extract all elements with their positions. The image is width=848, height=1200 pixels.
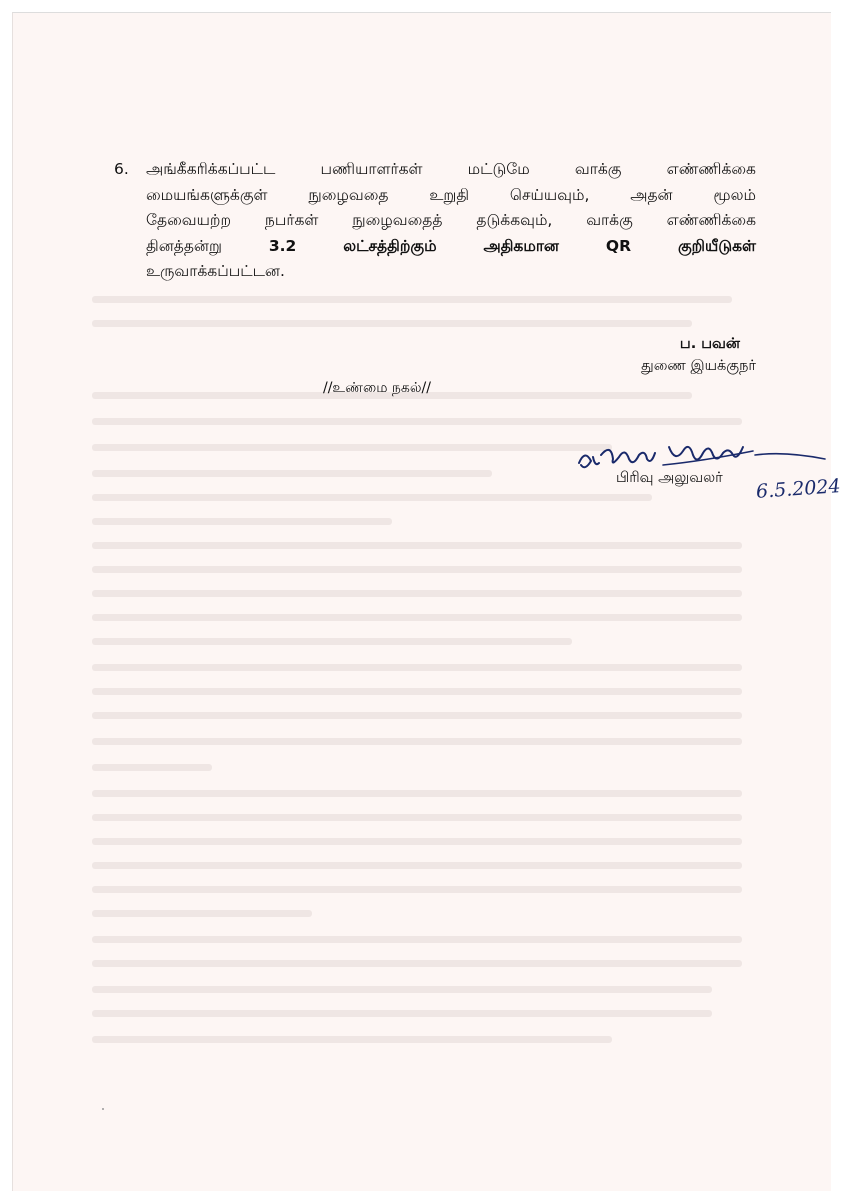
bold-word: QR: [605, 236, 632, 255]
paragraph-line-4: [146, 234, 756, 260]
word: நபர்கள்: [264, 211, 319, 229]
page-speck: [102, 1108, 104, 1110]
word: எண்ணிக்கை: [666, 211, 756, 229]
word: அதன்: [630, 185, 673, 204]
handwritten-date: 6.5.2024: [755, 475, 842, 503]
word: செய்யவும்,: [509, 185, 590, 204]
paragraph-line-5: [146, 259, 756, 285]
signatory-designation: துணை இயக்குநர்: [641, 358, 756, 374]
word: வாக்கு: [586, 211, 633, 229]
word: தடுக்கவும்,: [476, 211, 553, 229]
word: தேவையற்ற: [146, 211, 231, 229]
bold-word: குறியீடுகள்: [677, 236, 756, 255]
word: மூலம்: [713, 185, 756, 204]
word: பணியாளர்கள்: [320, 160, 423, 178]
numbered-paragraph: [114, 157, 756, 285]
word: மையங்களுக்குள்: [146, 185, 268, 204]
word: தினத்தன்று: [146, 236, 222, 255]
item-number: 6.: [114, 160, 129, 178]
word: உறுதி: [429, 185, 470, 204]
word: மட்டுமே: [467, 160, 530, 178]
word: நுழைவதைத்: [352, 211, 443, 229]
word: எண்ணிக்கை: [666, 160, 756, 178]
word: அங்கீகரிக்கப்பட்ட: [146, 160, 276, 178]
bold-word: லட்சத்திற்கும்: [343, 236, 437, 255]
bold-word: அதிகமான: [483, 236, 559, 255]
paragraph-line-2: [146, 183, 756, 209]
bold-figure: 3.2: [268, 236, 297, 255]
word: நுழைவதை: [308, 185, 389, 204]
attesting-officer-designation: பிரிவு அலுவலர்: [616, 470, 723, 486]
signatory-name: ப. பவன்: [679, 336, 740, 352]
word: வாக்கு: [574, 160, 622, 178]
paragraph-line-1: [146, 157, 756, 183]
word: உருவாக்கப்பட்டன.: [146, 262, 285, 280]
paragraph-line-3: [146, 208, 756, 234]
true-copy-label: //உண்மை நகல்//: [323, 380, 431, 396]
